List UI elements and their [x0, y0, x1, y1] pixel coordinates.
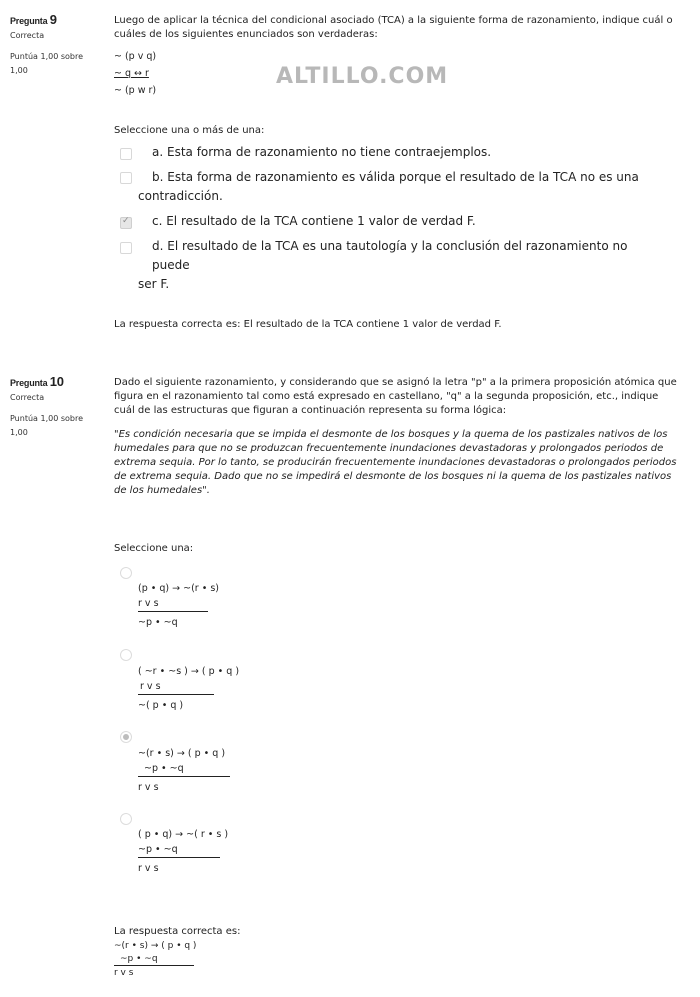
- question-number: 10: [49, 374, 64, 389]
- question-status: Correcta: [10, 31, 45, 40]
- answer-formula-line1: ~(r • s) → ( p • q ): [114, 941, 197, 951]
- option-formula-line2: ~p • ~q: [138, 762, 230, 777]
- question-text-line: cuál de las estructuras que figuran a continuación representa su forma lógica:: [114, 405, 507, 416]
- option-b-line2: contradicción.: [138, 189, 223, 203]
- option-formula-line3: r v s: [138, 782, 159, 793]
- question-10-text: [114, 376, 684, 418]
- option-formula-line2: ~p • ~q: [138, 843, 220, 858]
- option-b-label[interactable]: [138, 168, 658, 206]
- question-9-info: [10, 12, 105, 79]
- option-a-checkbox[interactable]: [120, 148, 132, 160]
- q9-select-prompt: Seleccione una o más de una:: [114, 125, 265, 136]
- option-formula-line3: ~( p • q ): [138, 700, 184, 711]
- premise-2: ~ q ↔ r: [114, 68, 149, 79]
- question-number: 9: [49, 12, 57, 27]
- option-d-line2: ser F.: [138, 277, 170, 291]
- option-d-checkbox[interactable]: [120, 242, 132, 254]
- option-c-checkbox[interactable]: [120, 217, 132, 229]
- option-formula-line2: r v s: [138, 680, 214, 695]
- question-10-info: [10, 374, 105, 441]
- watermark-logo: ALTILLO.COM: [276, 64, 449, 89]
- quote-line: de extrema sequia. Dado que no se impedirá el desmonte de los bosques ni la quema de los pastizales nativos: [114, 471, 672, 482]
- q9-correct-answer: La respuesta correcta es: El resultado de la TCA contiene 1 valor de verdad F.: [114, 319, 502, 330]
- option-1-radio[interactable]: [120, 567, 132, 579]
- option-b-checkbox[interactable]: [120, 172, 132, 184]
- quote-line: "Es condición necesaria que se impida el desmonte de los bosques y la quema de los pastizales nativos de los: [114, 429, 668, 440]
- q10-correct-answer: [114, 925, 240, 980]
- answer-formula-line2: ~p • ~q: [114, 953, 194, 966]
- question-text-line: Luego de aplicar la técnica del condicional asociado (TCA) a la siguiente forma de razonamiento, indique cuál o: [114, 15, 673, 26]
- conclusion: ~ (p w r): [114, 85, 157, 96]
- question-label: [10, 12, 105, 27]
- option-2-label[interactable]: [138, 663, 239, 714]
- question-word: Pregunta: [10, 378, 48, 388]
- option-formula-line2: r v s: [138, 597, 208, 612]
- option-formula-line1: ( ~r • ~s ) → ( p • q ): [138, 666, 240, 677]
- quote-line: humedales para que no se produzcan frecuentemente inundaciones devastadoras y prolongados periodos de: [114, 443, 664, 454]
- option-formula-line1: ~(r • s) → ( p • q ): [138, 748, 226, 759]
- question-word: Pregunta: [10, 16, 48, 26]
- option-d-line1: d. El resultado de la TCA es una tautología y la conclusión del razonamiento no puede: [152, 239, 628, 272]
- option-4-label[interactable]: [138, 826, 228, 877]
- option-3-radio[interactable]: [120, 731, 132, 743]
- option-formula-line1: (p • q) → ~(r • s): [138, 583, 219, 594]
- premise-1: ~ (p v q): [114, 51, 157, 62]
- question-9-argument: [114, 48, 156, 99]
- option-4-radio[interactable]: [120, 813, 132, 825]
- option-formula-line1: ( p • q) → ~( r • s ): [138, 829, 229, 840]
- option-2-radio[interactable]: [120, 649, 132, 661]
- question-score-line2: 1,00: [10, 428, 28, 437]
- quote-line: de los humedales".: [114, 485, 210, 496]
- question-text-line: cuáles de los siguientes enunciados son verdaderas:: [114, 29, 378, 40]
- question-text-line: Dado el siguiente razonamiento, y considerando que se asignó la letra "p" a la primera proposición atómica que: [114, 377, 677, 388]
- question-status: Correcta: [10, 393, 45, 402]
- answer-formula-line3: r v s: [114, 968, 134, 978]
- option-1-label[interactable]: [138, 580, 219, 631]
- question-label: [10, 374, 105, 389]
- question-9-text: [114, 14, 674, 42]
- question-score-line1: Puntúa 1,00 sobre: [10, 414, 84, 423]
- answer-label: La respuesta correcta es:: [114, 926, 241, 937]
- question-10-quote: [114, 428, 684, 498]
- option-c-label[interactable]: c. El resultado de la TCA contiene 1 valor de verdad F.: [152, 214, 476, 228]
- option-a-label[interactable]: a. Esta forma de razonamiento no tiene contraejemplos.: [152, 145, 492, 159]
- option-b-line1: b. Esta forma de razonamiento es válida porque el resultado de la TCA no es una: [152, 170, 639, 184]
- option-formula-line3: r v s: [138, 863, 159, 874]
- option-d-label[interactable]: [138, 237, 658, 294]
- question-text-line: figura en el razonamiento tal como está expresado en castellano, "q" a la segunda proposición, etc., indique: [114, 391, 659, 402]
- quote-line: extrema sequia. Por lo tanto, se producirán frecuentemente inundaciones devastadoras o prolongados periodos: [114, 457, 677, 468]
- q10-select-prompt: Seleccione una:: [114, 543, 194, 554]
- option-formula-line3: ~p • ~q: [138, 617, 178, 628]
- question-score-line1: Puntúa 1,00 sobre: [10, 52, 84, 61]
- question-score-line2: 1,00: [10, 66, 28, 75]
- option-3-label[interactable]: [138, 745, 230, 796]
